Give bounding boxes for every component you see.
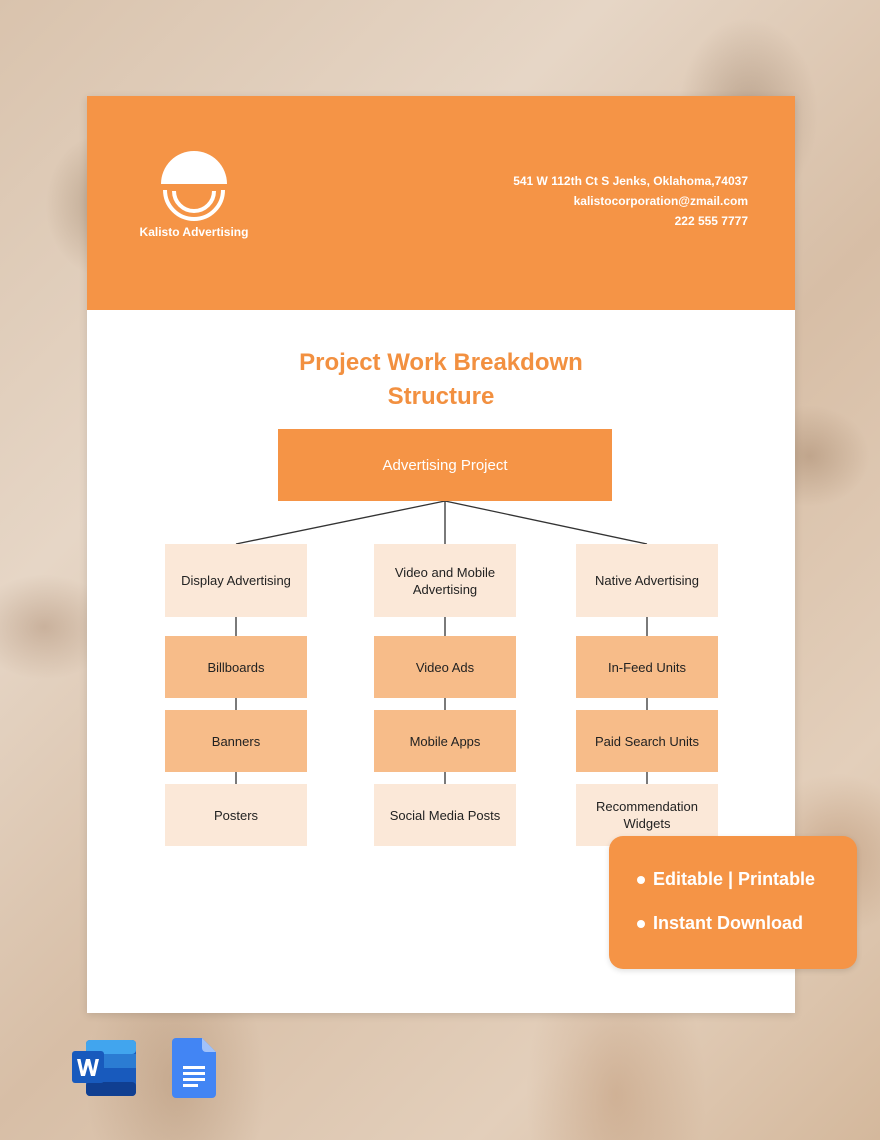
promo-text: Editable | Printable (653, 869, 816, 889)
wbs-item: Social Media Posts (374, 784, 516, 846)
wbs-item: Video Ads (374, 636, 516, 698)
wbs-item: Posters (165, 784, 307, 846)
word-icon[interactable] (70, 1038, 138, 1098)
wbs-item: Paid Search Units (576, 710, 718, 772)
page-title-line1: Project Work Breakdown (299, 349, 583, 376)
google-docs-icon[interactable] (172, 1038, 216, 1098)
promo-badge (609, 836, 857, 969)
bullet-icon (637, 876, 645, 884)
wbs-branch-video-mobile: Video and Mobile Advertising (374, 544, 516, 617)
connector-line (236, 501, 445, 544)
promo-item-download (637, 913, 803, 934)
wbs-item: Recommendation Widgets (576, 784, 718, 846)
wbs-branch-native: Native Advertising (576, 544, 718, 617)
company-name: Kalisto Advertising (139, 225, 249, 239)
wbs-item: Mobile Apps (374, 710, 516, 772)
wbs-item: Banners (165, 710, 307, 772)
wbs-item: Billboards (165, 636, 307, 698)
phone-text: 222 555 7777 (674, 214, 748, 228)
connector-line (445, 501, 647, 544)
bullet-icon (637, 920, 645, 928)
wbs-branch-display: Display Advertising (165, 544, 307, 617)
page-title-line2: Structure (387, 383, 495, 410)
promo-item-editable (637, 869, 815, 890)
wbs-root-node: Advertising Project (278, 429, 612, 501)
address-text: 541 W 112th Ct S Jenks, Oklahoma,74037 (513, 174, 748, 188)
promo-text: Instant Download (653, 913, 803, 933)
email-text: kalistocorporation@zmail.com (573, 194, 748, 208)
wbs-item: In-Feed Units (576, 636, 718, 698)
